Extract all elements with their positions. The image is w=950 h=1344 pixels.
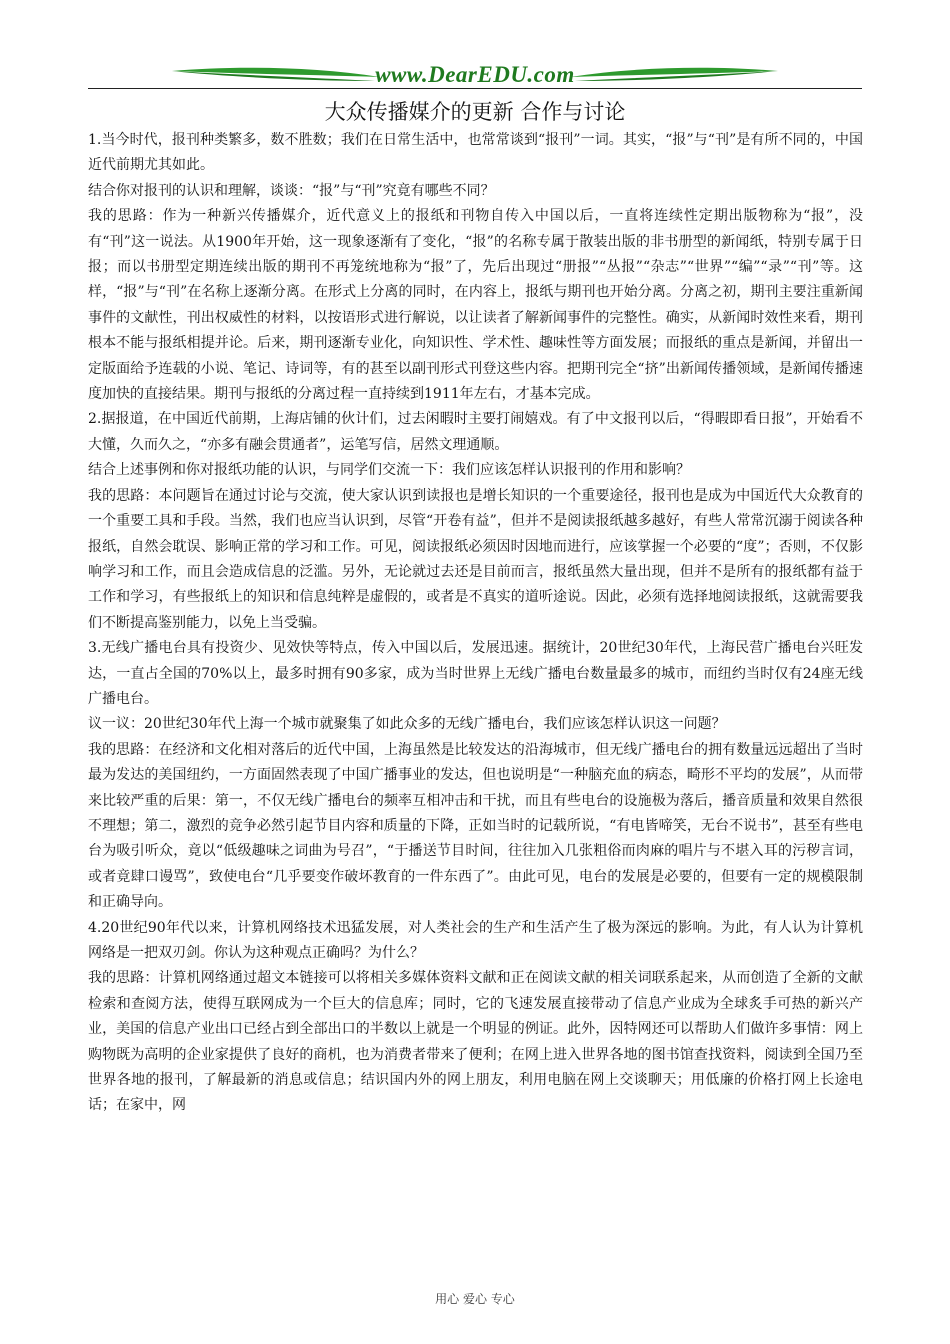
page-title: 大众传播媒介的更新 合作与讨论 [324,100,626,124]
header-rule [88,88,862,89]
paragraph: 我的思路：在经济和文化相对落后的近代中国，上海虽然是比较发达的沿海城市，但无线广播电台的拥有数量远远超出了当时最为发达的美国纽约，一方面固然表现了中国广播事业的发达，但也说明是“一种脑充血的病态，畸形不平均的发展”，从而带来比较严重的后果：第一，不仅无线广播电台的频率互相冲击和干扰，而且有些电台的设施极为落后，播音质量和效果自然很不理想；第二，激烈的竞争必然引起节目内容和质量的下降，正如当时的记载所说，“有电皆啼笑，无台不说书”，甚至有些电台为吸引听众，竟以“低级趣味之词曲为号召”，“于播送节目时间，往往加入几张粗俗而肉麻的唱片与不堪入耳的污秽言词，或者竟肆口谩骂”，致使电台“几乎要变作破坏教育的一件东西了”。由此可见，电台的发展是必要的，但要有一定的规模限制和正确导向。 [88,741,863,911]
paragraph: 我的思路：作为一种新兴传播媒介，近代意义上的报纸和刊物自传入中国以后，一直将连续性定期出版物称为“报”，没有“刊”这一说法。从1900年开始，这一现象逐渐有了变化，“报”的名称专属于散装出版的非书册型的新闻纸，特别专属于日报；而以书册型定期连续出版的期刊不再笼统地称为“报”了，先后出现过“册报”“丛报”“杂志”“世界”“编”“录”“刊”等。这样，“报”与“刊”在名称上逐渐分离。在形式上分离的同时，在内容上，报纸与期刊也开始分离。分离之初，期刊主要注重新闻事件的文献性，刊出权威性的材料，以按语形式进行解说，以让读者了解新闻事件的完整性。确实，从新闻时效性来看，期刊根本不能与报纸相提并论。后来，期刊逐渐专业化，向知识性、学术性、趣味性等方面发展；而报纸的重点是新闻，并留出一定版面给予连载的小说、笔记、诗词等，有的甚至以副刊形式刊登这些内容。把期刊完全“挤”出新闻传播领域，是新闻传播速度加快的直接结果。期刊与报纸的分离过程一直持续到1911年左右，才基本完成。 [88,208,863,403]
paragraph: 我的思路：计算机网络通过超文本链接可以将相关多媒体资料文献和正在阅读文献的相关词联系起来，从而创造了全新的文献检索和查阅方法，使得互联网成为一个巨大的信息库；同时，它的飞速发展直接带动了信息产业成为全球炙手可热的新兴产业，美国的信息产业出口已经占到全部出口的半数以上就是一个明显的例证。此外，因特网还可以帮助人们做许多事情：网上购物既为高明的企业家提供了良好的商机，也为消费者带来了便利；在网上进入世界各地的图书馆查找资料，阅读到全国乃至世界各地的报刊，了解最新的消息或信息；结识国内外的网上朋友，利用电脑在网上交谈聊天；用低廉的价格打网上长途电话；在家中，网 [88,970,863,1114]
paragraph: 我的思路：本问题旨在通过讨论与交流，使大家认识到读报也是增长知识的一个重要途径，报刊也是成为中国近代大众教育的一个重要工具和手段。当然，我们也应当认识到，尽管“开卷有益”，但并不是阅读报纸越多越好，有些人常常沉溺于阅读各种报纸，自然会耽误、影响正常的学习和工作。可见，阅读报纸必须因时因地而进行，应该掌握一个必要的“度”；否则，不仅影响学习和工作，而且会造成信息的泛滥。另外，无论就过去还是目前而言，报纸虽然大量出现，但并不是所有的报纸都有益于工作和学习，有些报纸上的知识和信息纯粹是虚假的，或者是不真实的道听途说。因此，必须有选择地阅读报纸，这就需要我们不断提高鉴别能力，以免上当受骗。 [88,487,863,631]
article-body [88,128,863,1119]
page-footer: 用心 爱心 专心 [435,1292,515,1306]
paragraph: 2.据报道，在中国近代前期，上海店铺的伙计们，过去闲暇时主要打闹嬉戏。有了中文报刊以后，“得暇即看日报”，开始看不大懂，久而久之，“亦多有融会贯通者”，运笔写信，居然文理通顺。 [88,411,863,453]
paragraph: 结合上述事例和你对报纸功能的认识，与同学们交流一下：我们应该怎样认识报刊的作用和影响？ [88,462,690,479]
paragraph: 1.当今时代，报刊种类繁多，数不胜数；我们在日常生活中，也常常谈到“报刊”一词。其实，“报”与“刊”是有所不同的，中国近代前期尤其如此。 [88,132,863,174]
paragraph: 结合你对报刊的认识和理解，谈谈：“报”与“刊”究竟有哪些不同？ [88,182,495,199]
paragraph: 3.无线广播电台具有投资少、见效快等特点，传入中国以后，发展迅速。据统计，20世纪30年代，上海民营广播电台兴旺发达，一直占全国的70%以上，最多时拥有90多家，成为当时世界上无线广播电台数量最多的城市，而纽约当时仅有24座无线广播电台。 [88,640,863,707]
paragraph: 议一议：20世纪30年代上海一个城市就聚集了如此众多的无线广播电台，我们应该怎样认识这一问题？ [88,716,726,733]
paragraph: 4.20世纪90年代以来，计算机网络技术迅猛发展，对人类社会的生产和生活产生了极为深远的影响。为此，有人认为计算机网络是一把双刃剑。你认为这种观点正确吗？为什么？ [88,919,863,961]
site-logo-text: www.DearEDU.com [375,62,575,87]
